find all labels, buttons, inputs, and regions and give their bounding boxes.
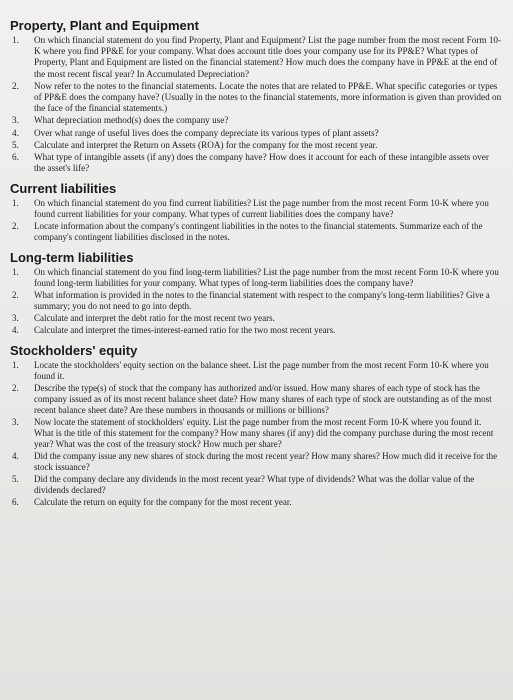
question-item: 1. On which financial statement do you find long-term liabilities? List the page number from the most recent Form 10-K where you found long-term liabilities for your company. What types of long-term liabilities does the company have? bbox=[12, 267, 499, 289]
section-title-stockholders-equity: Stockholders' equity bbox=[10, 343, 138, 359]
question-item: 5. Did the company declare any dividends in the most recent year? What type of dividends? What was the dollar value of the dividends declared? bbox=[12, 474, 475, 496]
question-item: 4. Calculate and interpret the times-interest-earned ratio for the two most recent years. bbox=[12, 325, 336, 336]
section-title-current-liabilities: Current liabilities bbox=[10, 181, 117, 197]
question-item: 3. Now locate the statement of stockholders' equity. List the page number from the most recent Form 10-K where you found it. What is the title of this statement for the company? How many shares (if any) did the company purchase during the most recent year? What was the cost of the treasury stock? How much per share? bbox=[12, 417, 494, 450]
question-item: 2. Now refer to the notes to the financial statements. Locate the notes that are related to PP&E. What specific categories or types of PP&E does the company have? (Usually in the notes to the financial statements, more information is given than provided on the face of the financial statements.) bbox=[12, 80, 502, 114]
question-item: 1. On which financial statement do you find Property, Plant and Equipment? List the page number from the most recent Form 10-K where you find PP&E for your company. What does account title does your company use for its PP&E? What types of Property, Plant and Equipment are listed on the financial statement? How much does the company have in PP&E at the end of the most recent fiscal year? In Accumulated Depreciation? bbox=[12, 35, 502, 79]
question-item: 4. Did the company issue any new shares of stock during the most recent year? How many shares? How much did it receive for the stock issuance? bbox=[12, 451, 498, 473]
question-item: 2. What information is provided in the notes to the financial statement with respect to the company's long-term liabilities? Give a summary; you do not need to go into depth. bbox=[12, 290, 490, 312]
section-ppe bbox=[10, 18, 502, 174]
section-long-term-liabilities bbox=[10, 250, 502, 336]
section-title-ppe: Property, Plant and Equipment bbox=[10, 18, 200, 33]
question-item: 1. Locate the stockholders' equity section on the balance sheet. List the page number from the most recent Form 10-K where you found it. bbox=[12, 360, 489, 382]
question-item: 6. What type of intangible assets (if any) does the company have? How does it account for each of these intangible assets over the asset's life? bbox=[12, 152, 489, 174]
section-title-long-term-liabilities: Long-term liabilities bbox=[10, 250, 134, 266]
question-item: 5. Calculate and interpret the Return on Assets (ROA) for the company for the most recent year. bbox=[12, 139, 378, 150]
question-item: 2. Describe the type(s) of stock that the company has authorized and/or issued. How many shares of each type of stock has the company issued as of its most recent balance sheet date? How many shares of each type of stock are outstanding as of the most recent balance sheet date? Are these numbers in thousands or millions or billions? bbox=[12, 383, 492, 416]
question-item: 1. On which financial statement do you find current liabilities? List the page number from the most recent Form 10-K where you found current liabilities for your company. What types of current liabilities does the company have? bbox=[12, 198, 489, 220]
question-item: 4. Over what range of useful lives does the company depreciate its various types of plant assets? bbox=[12, 127, 379, 138]
question-item: 3. What depreciation method(s) does the company use? bbox=[12, 115, 229, 126]
question-item: 2. Locate information about the company's contingent liabilities in the notes to the financial statements. Summarize each of the company's contingent liabilities disclosed in the notes. bbox=[12, 221, 483, 243]
question-item: 3. Calculate and interpret the debt ratio for the most recent two years. bbox=[12, 313, 275, 324]
question-item: 6. Calculate the return on equity for the company for the most recent year. bbox=[12, 497, 292, 508]
section-stockholders-equity bbox=[10, 343, 502, 508]
section-current-liabilities bbox=[10, 181, 502, 243]
